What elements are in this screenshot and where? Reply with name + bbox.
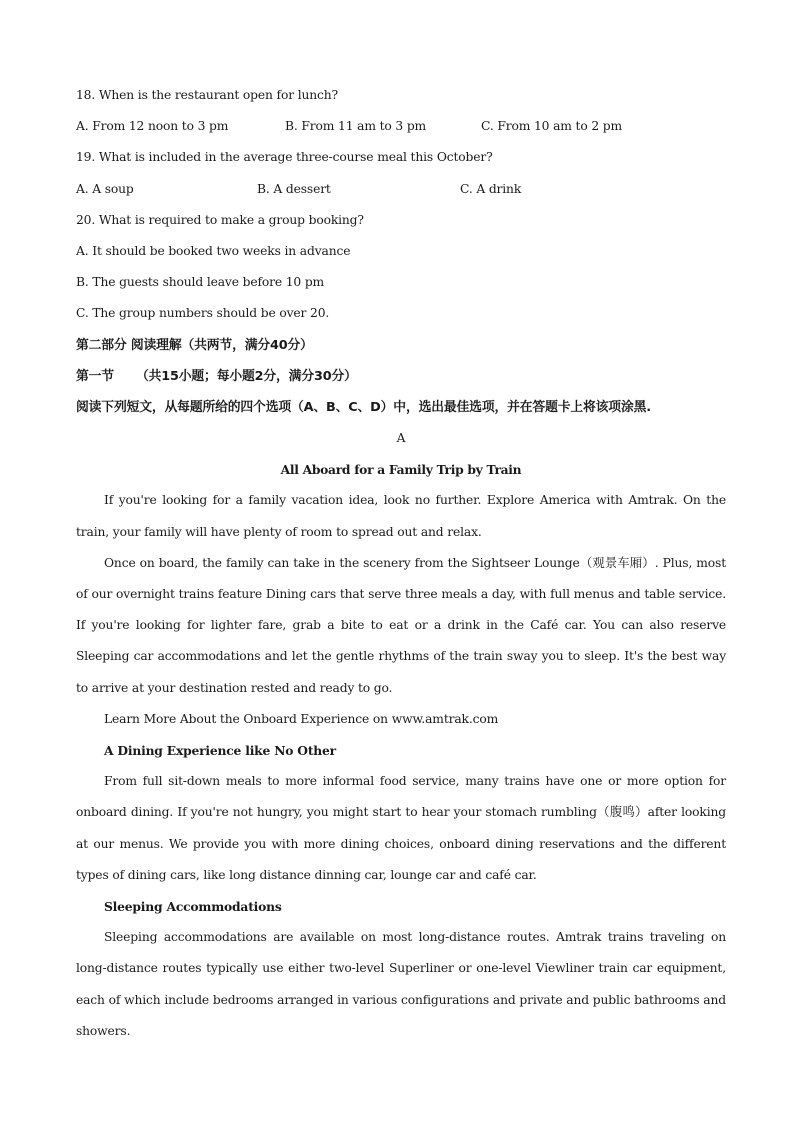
question-19-option-b: B. A dessert: [257, 181, 331, 196]
question-18-option-a: A. From 12 noon to 3 pm: [76, 119, 229, 134]
passage-letter: A: [396, 431, 406, 446]
question-18-option-b: B. From 11 am to 3 pm: [285, 119, 427, 134]
sleeping-heading: Sleeping Accommodations: [104, 899, 282, 915]
sleeping-paragraph: Sleeping accommodations are available on most long-distance routes. Amtrak trains traveling on long-distance routes typically use either two-level Superliner or one-level Viewliner train car equipment, each of which include bedrooms arranged in various configurations and private and public bathrooms and showers.: [76, 930, 726, 1038]
dining-heading: A Dining Experience like No Other: [104, 743, 336, 759]
question-19-options: [76, 174, 726, 205]
section-instruction: 阅读下列短文，从每题所给的四个选项（A、B、C、D）中，选出最佳选项，并在答题卡上将该项涂黑.: [76, 399, 651, 415]
question-20-option-b: B. The guests should leave before 10 pm: [76, 275, 325, 290]
passage-paragraph-1: If you're looking for a family vacation idea, look no further. Explore America with Amtrak. On the train, your family will have plenty of room to spread out and relax.: [76, 493, 726, 539]
question-19-option-c: C. A drink: [460, 181, 522, 196]
question-20-option-c: C. The group numbers should be over 20.: [76, 306, 330, 321]
part-title: 第二部分 阅读理解（共两节，满分40分）: [76, 337, 313, 353]
question-18-option-c: C. From 10 am to 2 pm: [481, 119, 622, 134]
question-19-stem: 19. What is included in the average three-course meal this October?: [76, 150, 493, 165]
question-20-stem: 20. What is required to make a group booking?: [76, 212, 364, 227]
passage-paragraph-3: Learn More About the Onboard Experience on www.amtrak.com: [104, 711, 499, 726]
question-18-options: [76, 111, 726, 142]
dining-paragraph: From full sit-down meals to more informal food service, many trains have one or more option for onboard dining. If you're not hungry, you might start to hear your stomach rumbling（腹鸣）after looking at our menus. We provide you with more dining choices, onboard dining reservations and the different types of dining cars, like long distance dinning car, lounge car and café car.: [76, 774, 726, 882]
question-19-option-a: A. A soup: [76, 181, 134, 196]
section-title-right: （共15小题；每小题2分，满分30分）: [135, 368, 357, 384]
section-title: [76, 361, 726, 392]
section-title-left: 第一节: [76, 368, 114, 384]
passage-paragraph-2: Once on board, the family can take in the scenery from the Sightseer Lounge（观景车厢）. Plus, most of our overnight trains feature Dining cars that serve three meals a day, with full menus and table service. If you're looking for lighter fare, grab a bite to eat or a drink in the Café car. You can also reserve Sleeping car accommodations and let the gentle rhythms of the train sway you to sleep. It's the best way to arrive at your destination rested and ready to go.: [76, 555, 726, 695]
page-content: [76, 80, 726, 1047]
question-20-option-a: A. It should be booked two weeks in advance: [76, 243, 351, 258]
question-18-stem: 18. When is the restaurant open for lunch?: [76, 88, 338, 102]
passage-title: All Aboard for a Family Trip by Train: [280, 462, 522, 478]
